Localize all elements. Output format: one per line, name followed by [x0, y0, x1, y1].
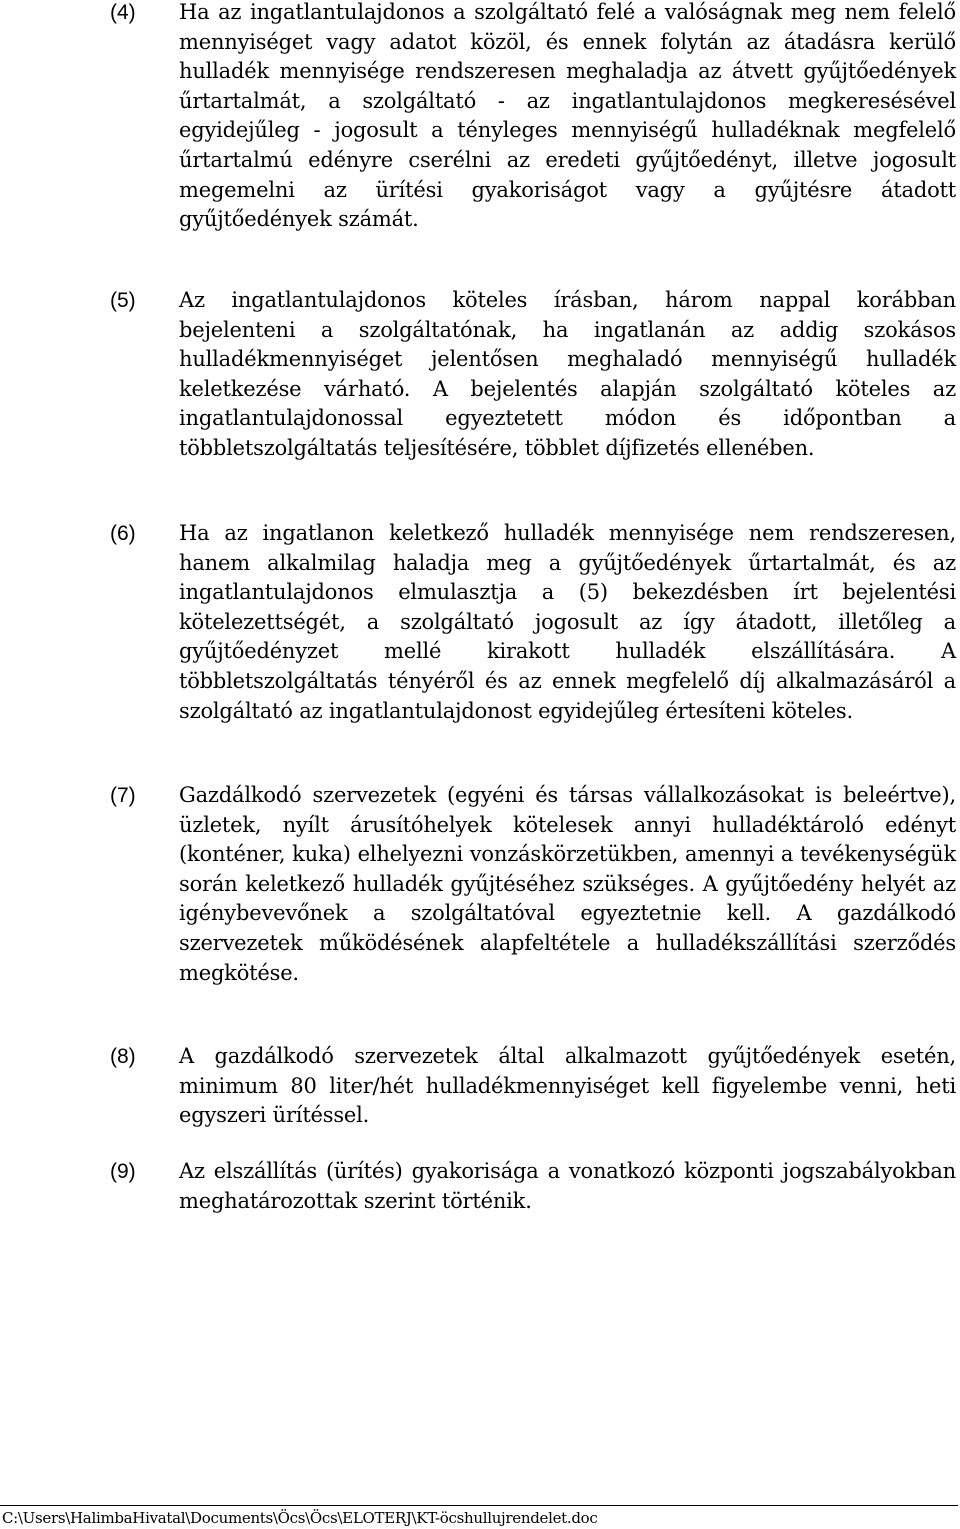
paragraph-text: A gazdálkodó szervezetek által alkalmazott gyűjtőedények esetén, minimum 80 liter/hét hulladékmennyiséget kell figyelembe venni, heti egyszeri ürítéssel. — [179, 1044, 956, 1128]
paragraph-text: Gazdálkodó szervezetek (egyéni és társas vállalkozásokat is beleértve), üzletek, nyílt árusítóhelyek kötelesek annyi hulladéktároló edényt (konténer, kuka) elhelyezni vonzáskörzetükben, amennyi a tevékenységük során keletkező hulladék gyűjtéséhez szükséges. A gyűjtőedény helyét az igénybevevőnek a szolgáltatóval egyeztetnie kell. A gazdálkodó szervezetek működésének alapfeltétele a hulladékszállítási szerződés megkötése. — [179, 783, 956, 985]
paragraph-number: (9) — [110, 1160, 136, 1183]
footer-divider — [0, 1505, 958, 1506]
paragraph-text: Az elszállítás (ürítés) gyakorisága a vonatkozó központi jogszabályokban meghatározottak szerint történik. — [179, 1159, 956, 1213]
paragraph-text: Az ingatlantulajdonos köteles írásban, három nappal korábban bejelenteni a szolgáltatónak, ha ingatlanán az addig szokásos hulladékmennyiséget jelentősen meghaladó mennyiségű hulladék keletkezése várható. A bejelentés alapján szolgáltató köteles az ingatlantulajdonossal egyeztetett módon és időpontban a többletszolgáltatás teljesítésére, többlet díjfizetés ellenében. — [179, 288, 956, 460]
paragraph-number: (6) — [110, 522, 136, 545]
paragraph-text: Ha az ingatlanon keletkező hulladék mennyisége nem rendszeresen, hanem alkalmilag haladja meg a gyűjtőedények űrtartalmát, és az ingatlantulajdonos elmulasztja a (5) bekezdésben írt bejelentési kötelezettségét, a szolgáltató jogosult az így átadott, illetőleg a gyűjtőedényzet mellé kirakott hulladék elszállítására. A többletszolgáltatás tényéről és az ennek megfelelő díj alkalmazásáról a szolgáltató az ingatlantulajdonost egyidejűleg értesíteni köteles. — [179, 521, 956, 723]
paragraph-number: (5) — [110, 289, 136, 312]
footer-file-path: C:\Users\HalimbaHivatal\Documents\Öcs\Öcs\ELOTERJ\KT-öcshullujrendelet.doc — [2, 1509, 598, 1527]
paragraph-number: (4) — [110, 1, 136, 24]
paragraph-number: (8) — [110, 1045, 136, 1068]
paragraph-text: Ha az ingatlantulajdonos a szolgáltató felé a valóságnak meg nem felelő mennyiséget vagy adatot közöl, és ennek folytán az átadásra kerülő hulladék mennyisége rendszeresen meghaladja az átvett gyűjtőedények űrtartalmát, a szolgáltató - az ingatlantulajdonos megkeresésével egyidejűleg - jogosult a tényleges mennyiségű hulladéknak megfelelő űrtartalmú edényre cserélni az eredeti gyűjtőedényt, illetve jogosult megemelni az ürítési gyakoriságot vagy a gyűjtésre átadott gyűjtőedények számát. — [179, 0, 956, 232]
paragraph-number: (7) — [110, 784, 136, 807]
